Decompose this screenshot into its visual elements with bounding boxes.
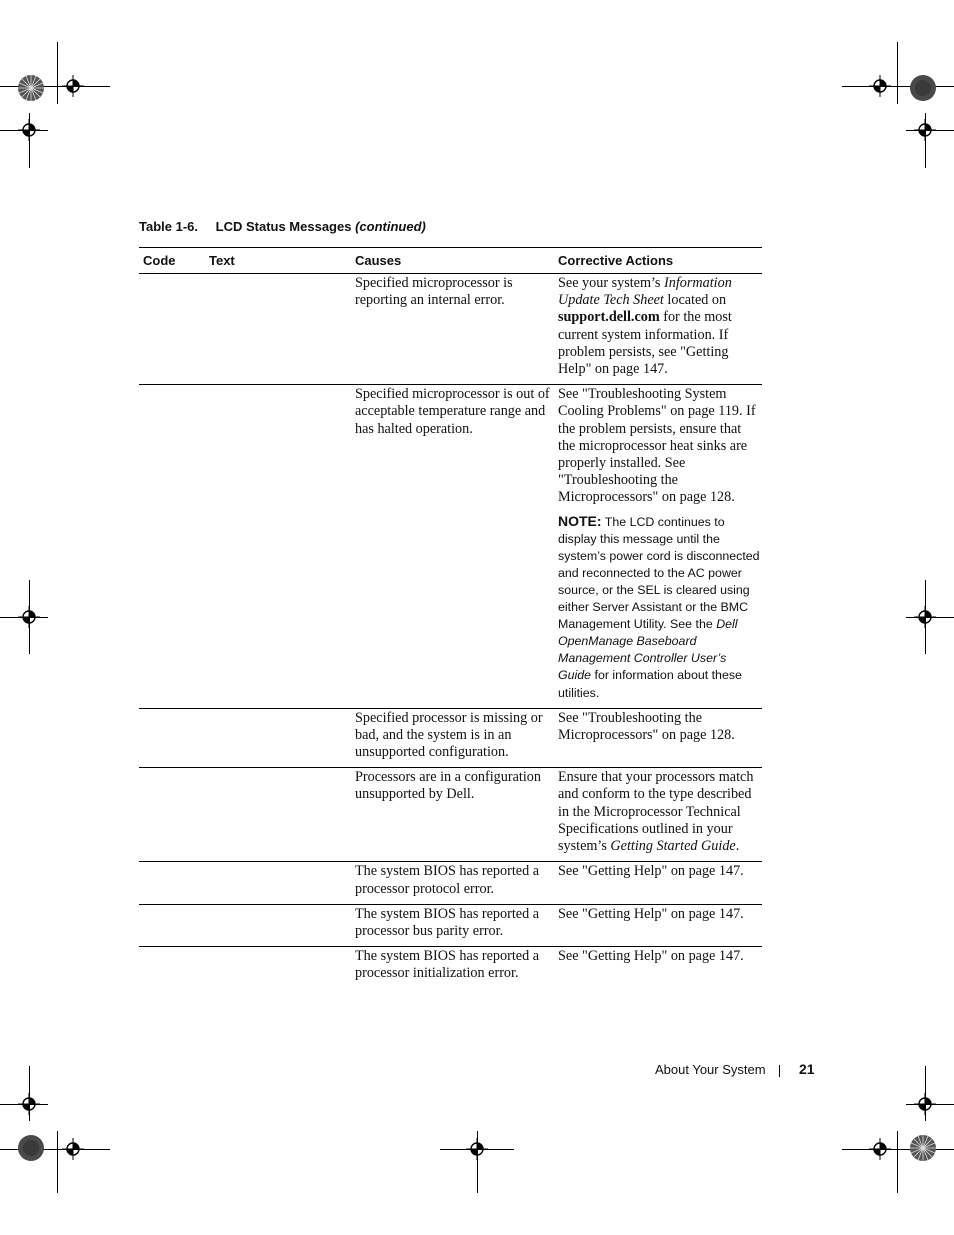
footer-section-title: About Your System [655,1062,766,1077]
crosshair-icon [466,1138,488,1160]
cell-cause: Processors are in a configuration unsupported by Dell. [355,769,541,803]
cell-code [139,863,209,897]
cell-cause: The system BIOS has reported a processor initialization error. [355,948,540,982]
cell-text [209,275,355,378]
crosshair-icon [914,1093,936,1115]
cell-action: Ensure that your processors match and conform to the type described in the Microprocessor Technical Specifications outlined in your system’s Getting Started Guide. [558,769,754,855]
note: NOTE: The LCD continues to display this message until the system’s power cord is disconnected and reconnected to the AC power source, or the SEL is cleared using either Server Assistant or the BMC Management Utility. See the Dell OpenManage Baseboard Management Controller User’s Guide for information about these utilities. [558,512,760,700]
header-code: Code [143,253,176,268]
header-corrective-actions: Corrective Actions [558,253,674,268]
table-header [139,247,762,274]
star-target-icon [17,74,45,102]
table-row [139,274,762,385]
table-caption [139,219,426,234]
table-continued: (continued) [355,219,426,234]
crosshair-icon [18,1093,40,1115]
cell-action: See "Getting Help" on page 147. [558,863,744,880]
page-number: 21 [799,1061,815,1077]
cell-action: See your system’s Information Update Tech Sheet located on support.dell.com for the most current system information. If problem persists, see "Getting Help" on page 147. [558,275,732,378]
cell-text [209,710,355,762]
table-row [139,709,762,769]
cell-action: See "Getting Help" on page 147. [558,905,744,922]
cell-cause: Specified microprocessor is reporting an internal error. [355,275,513,309]
table-row [139,385,762,708]
header-causes: Causes [355,253,402,268]
cell-action: See "Troubleshooting the Microprocessors" on page 128. [558,709,735,743]
cell-cause: The system BIOS has reported a processor bus parity error. [355,905,540,939]
crosshair-icon [18,606,40,628]
cell-code [139,769,209,855]
table-row [139,947,762,988]
cell-cause: The system BIOS has reported a processor protocol error. [355,863,540,897]
crosshair-icon [869,1138,891,1160]
cell-code [139,710,209,762]
cell-cause: Specified microprocessor is out of acceptable temperature range and has halted operation. [355,386,550,437]
footer-divider [779,1065,780,1077]
gray-target-icon [17,1134,45,1162]
table-title: LCD Status Messages [215,219,352,234]
crosshair-icon [914,119,936,141]
gray-target-icon [909,74,937,102]
crosshair-icon [914,606,936,628]
cell-text [209,948,355,982]
cell-code [139,275,209,378]
cell-text [209,863,355,897]
crosshair-icon [18,119,40,141]
cell-cause: Specified processor is missing or bad, and the system is in an unsupported configuration. [355,709,543,761]
table-row [139,862,762,904]
cell-text [209,906,355,940]
cell-action: See "Getting Help" on page 147. [558,948,744,965]
header-text: Text [209,253,235,268]
cell-action: See "Troubleshooting System Cooling Problems" on page 119. If the problem persists, ensure that the microprocessor heat sinks are properly installed. See "Troubleshooting the Microprocessors" on page 128. NOTE: The LCD continues to display this message until the system’s power cord is disconnected and reconnected to the AC power source, or the SEL is cleared using either Server Assistant or the BMC Management Utility. See the Dell OpenManage Baseboard Management Controller User’s Guide for information about these utilities. [558,386,762,701]
cell-text [209,769,355,855]
crosshair-icon [62,1138,84,1160]
lcd-status-table [139,247,762,989]
cell-code [139,948,209,982]
crosshair-icon [869,75,891,97]
table-row [139,768,762,862]
table-row [139,905,762,947]
table-number: Table 1-6. [139,219,199,234]
cell-code [139,906,209,940]
note-label: NOTE: [558,512,602,529]
cell-text [209,386,355,701]
star-target-icon [909,1134,937,1162]
cell-code [139,386,209,701]
crosshair-icon [62,75,84,97]
